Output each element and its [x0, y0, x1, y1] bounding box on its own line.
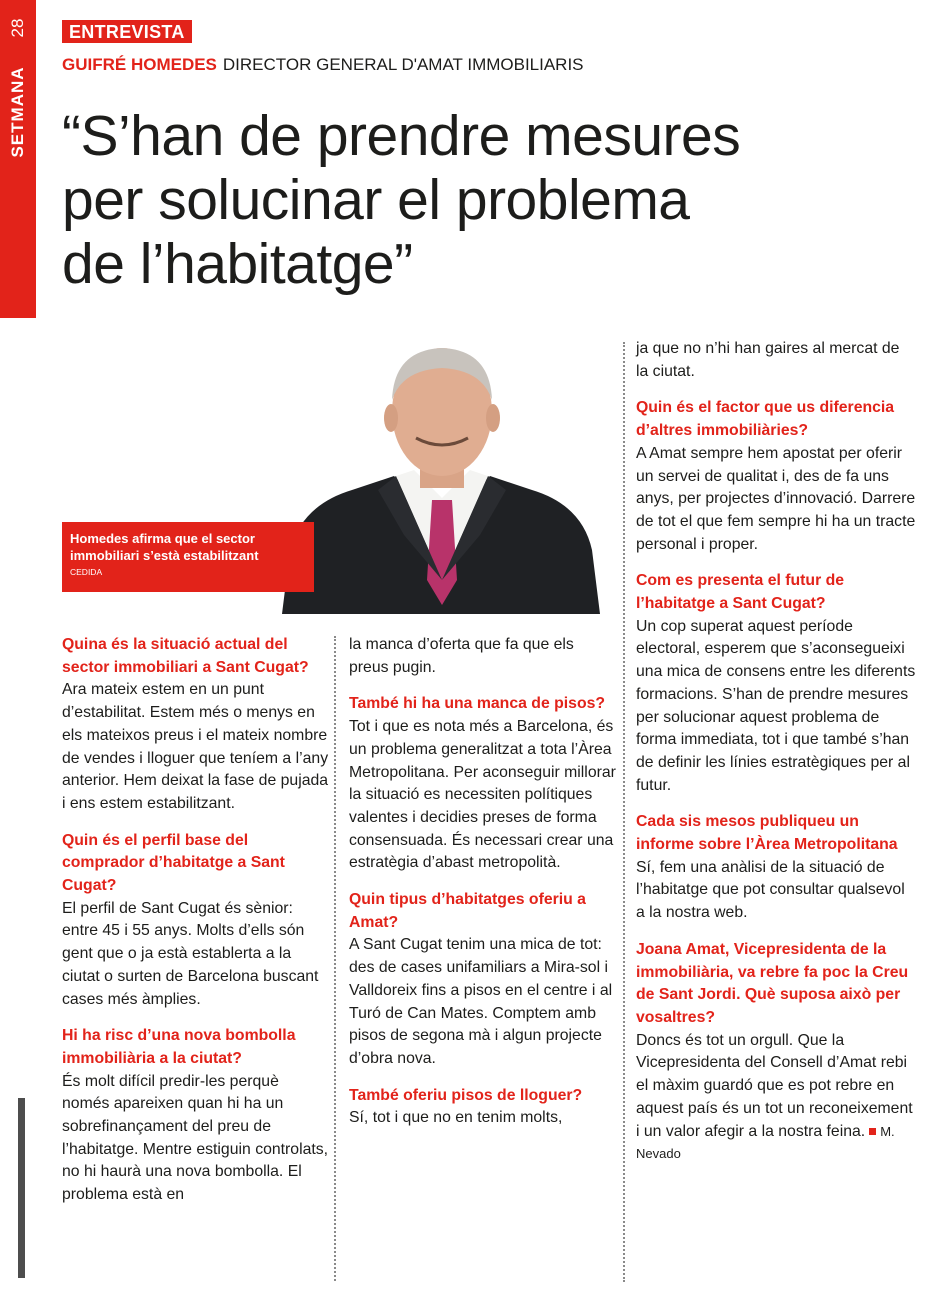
- qa-block: [636, 570, 916, 797]
- column-divider: [334, 636, 336, 1281]
- author-name: M. Nevado: [636, 1123, 895, 1162]
- page-number: 28: [8, 18, 27, 38]
- answer: Un cop superat aquest període electoral, esperem que s’aconsegueixi una mica de consens entre les diferents formacions. S’han de prendre mesures per solucionar aquest problema de forma immediata, tot i que també s’han de definir les línies estratègiques per al futur.: [636, 617, 916, 794]
- section-label: SETMANA: [8, 66, 27, 158]
- question: Quina és la situació actual del sector immobiliari a Sant Cugat?: [62, 636, 309, 676]
- photo-caption: [62, 522, 314, 592]
- margin-marker: [18, 1098, 25, 1278]
- answer: A Sant Cugat tenim una mica de tot: des de cases unifamiliars a Mira-sol i Valldoreix fins a pisos en el centre i al Turó de Can Mates. Comptem amb pisos de segona mà i algun projecte d’obra nova.: [349, 936, 613, 1067]
- answer: És molt difícil predir-les perquè només apareixen quan hi ha un sobrefinançament del preu de l’habitatge. Mentre estiguin controlats, no hi haurà una nova bombolla. El problema està en: [62, 1072, 329, 1204]
- caption-text: Homedes afirma que el sector immobiliari s’està estabilitzant: [70, 531, 259, 563]
- column-1: [62, 634, 330, 1221]
- end-mark-icon: [869, 1128, 876, 1135]
- question: Hi ha risc d’una nova bombolla immobiliària a la ciutat?: [62, 1027, 296, 1067]
- section-tag: ENTREVISTA: [62, 20, 192, 43]
- question: Joana Amat, Vicepresidenta de la immobiliària, va rebre fa poc la Creu de Sant Jordi. Què suposa això per vosaltres?: [636, 940, 909, 1026]
- answer-text: Doncs és tot un orgull. Que la Vicepresidenta del Consell d’Amat rebi el màxim guardó que es pot rebre en aquest país és un tot un reconeixement i un valor afegir a la nostra feina.: [636, 1031, 913, 1140]
- answer: [636, 1030, 916, 1166]
- answer: Ara mateix estem en un punt d’estabilitat. Estem més o menys en els mateixos preus i el mateix nombre de vendes i lloguer que teníem a l’any anterior. Hem deixat la fase de pujada i ens estem estabilitzant.: [62, 681, 329, 812]
- column-3: [636, 338, 916, 1180]
- qa-block: [349, 693, 617, 875]
- question: Cada sis mesos publiqueu un informe sobre l’Àrea Metropolitana: [636, 813, 898, 854]
- portrait-photo: [282, 330, 600, 614]
- qa-block: [349, 889, 617, 1071]
- byline: [62, 54, 584, 76]
- column-divider: [623, 342, 625, 1282]
- continued-text: ja que no n’hi han gaires al mercat de la ciutat.: [636, 340, 900, 380]
- sidebar-labels: [0, 0, 36, 318]
- answer: A Amat sempre hem apostat per oferir un servei de qualitat i, des de fa uns anys, per projectes d’innovació. Darrere de tot el que fem sempre hi ha un tracte personal i proper.: [636, 444, 916, 553]
- qa-block: [636, 939, 916, 1166]
- headline-line: per solucinar el problema: [62, 168, 690, 232]
- qa-block: [62, 1025, 330, 1207]
- photo-credit: CEDIDA: [70, 567, 103, 577]
- column-2: [349, 634, 617, 1144]
- question: També oferiu pisos de lloguer?: [349, 1086, 583, 1104]
- continued-text: la manca d’oferta que fa que els preus pugin.: [349, 636, 574, 676]
- qa-block: [62, 634, 330, 816]
- interviewee-role: DIRECTOR GENERAL D'AMAT IMMOBILIARIS: [222, 55, 584, 74]
- answer: Sí, fem una anàlisi de la situació de l’habitatge que pot consultar qualsevol a la nostra web.: [636, 858, 905, 922]
- question: Quin tipus d’habitatges oferiu a Amat?: [349, 891, 586, 931]
- qa-block: [636, 397, 916, 556]
- answer: Tot i que es nota més a Barcelona, és un problema generalitzat a tota l’Àrea Metropolitana. Per aconseguir millorar la situació es necessiten polítiques valentes i decidies preses de forma consensuada. És necessari crear una estratègia d’abast metropolità.: [349, 718, 616, 872]
- headline-line: “S’han de prendre mesures: [62, 104, 741, 168]
- question: Quin és el factor que us diferencia d’altres immobiliàries?: [636, 399, 895, 440]
- qa-block: [636, 811, 916, 925]
- question: Quin és el perfil base del comprador d’habitatge a Sant Cugat?: [62, 831, 285, 895]
- question: Com es presenta el futur de l’habitatge a Sant Cugat?: [636, 572, 845, 613]
- qa-block: [349, 1085, 617, 1130]
- qa-block: [62, 830, 330, 1012]
- answer: El perfil de Sant Cugat és sènior: entre 45 i 55 anys. Molts d’ells són gent que o ja està establerta a la ciutat o surten de Barcelona buscant cases més àmplies.: [62, 899, 319, 1008]
- answer: Sí, tot i que no en tenim molts,: [349, 1109, 563, 1127]
- question: També hi ha una manca de pisos?: [349, 695, 606, 713]
- headline-line: de l’habitatge”: [62, 232, 413, 296]
- portrait-illustration: [282, 330, 600, 614]
- headline: [62, 104, 922, 296]
- interviewee-name: GUIFRÉ HOMEDES: [62, 55, 217, 74]
